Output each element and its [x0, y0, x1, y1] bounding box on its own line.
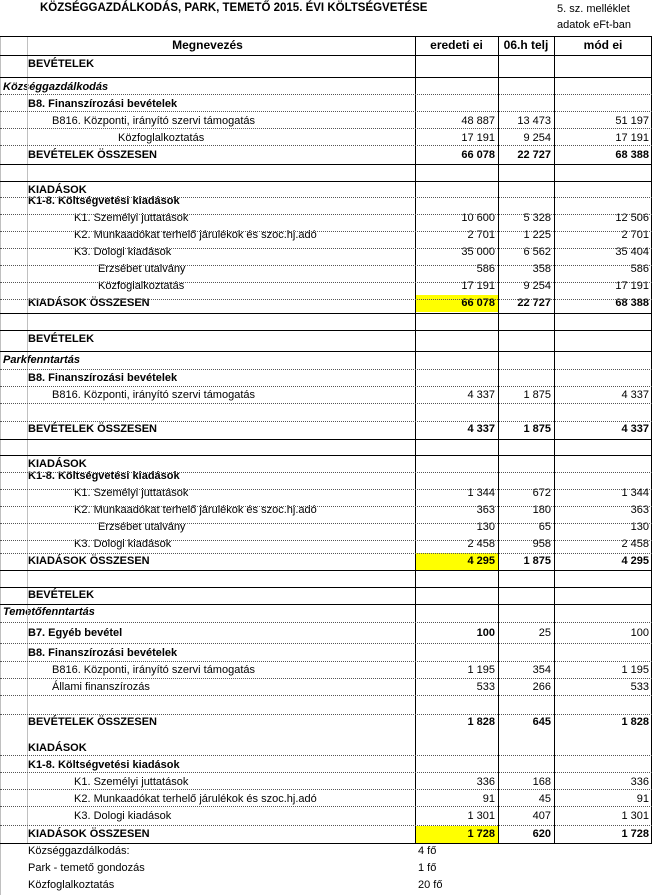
h1-actual-value — [498, 604, 554, 621]
h1-actual-value — [498, 370, 554, 387]
grid-line — [0, 145, 652, 146]
modified-value: 363 — [630, 504, 649, 516]
grid-line — [0, 789, 652, 790]
original-value: 1 828 — [467, 716, 495, 728]
grid-line — [0, 772, 652, 773]
grid-line — [0, 164, 652, 165]
modified-value — [554, 570, 652, 587]
h1-actual-value: 266 — [532, 681, 551, 693]
grid-line — [0, 643, 652, 644]
modified-value: 1 728 — [621, 828, 649, 840]
header-name: Megnevezés — [172, 38, 243, 52]
modified-value: 4 337 — [621, 423, 649, 435]
grid-line — [0, 661, 652, 662]
header-original: eredeti ei — [430, 38, 483, 52]
h1-actual-value — [498, 164, 554, 181]
modified-value: 4 295 — [621, 555, 649, 567]
original-value: 363 — [476, 504, 495, 516]
h1-actual-value: 25 — [538, 627, 551, 639]
row-label — [0, 312, 415, 329]
row-label: BEVÉTELEK ÖSSZESEN — [28, 149, 157, 161]
row-label: KIADÁSOK — [28, 458, 87, 470]
grid-line — [0, 421, 652, 422]
original-value — [415, 438, 498, 455]
staff-count: 1 fő — [418, 862, 437, 874]
grid-line — [0, 695, 652, 696]
grid-line — [0, 386, 652, 387]
row-label: K1. Személyi juttatások — [74, 212, 189, 224]
grid-line — [0, 540, 652, 541]
title-bar — [0, 0, 652, 36]
row-label: Állami finanszírozás — [52, 681, 150, 693]
original-value — [415, 193, 498, 210]
h1-actual-value: 672 — [532, 487, 551, 499]
row-label: Parkfenntartás — [3, 354, 81, 366]
grid-line — [415, 36, 416, 844]
staff-count: 20 fő — [418, 879, 443, 891]
h1-actual-value — [498, 468, 554, 485]
grid-line — [0, 439, 652, 440]
modified-value: 17 191 — [615, 132, 649, 144]
modified-value — [554, 164, 652, 181]
modified-value: 68 388 — [615, 297, 649, 309]
original-value: 66 078 — [461, 149, 495, 161]
row-label: K1. Személyi juttatások — [74, 487, 189, 499]
staff-row — [0, 843, 652, 860]
grid-line — [0, 36, 652, 37]
original-value: 10 600 — [461, 212, 495, 224]
annex-note: 5. sz. melléklet — [557, 3, 630, 15]
row-label: BEVÉTELEK — [28, 58, 95, 70]
original-value — [415, 352, 498, 369]
header-h1-actual: 06.h telj — [503, 38, 549, 52]
grid-line — [0, 489, 652, 490]
modified-value: 35 404 — [615, 246, 649, 258]
row-label: KIADÁSOK ÖSSZESEN — [28, 297, 150, 309]
modified-value: 4 337 — [621, 389, 649, 401]
modified-value — [554, 587, 652, 604]
row-label: B7. Egyéb bevétel — [28, 627, 123, 639]
grid-line — [0, 282, 652, 283]
modified-value: 1 828 — [621, 716, 649, 728]
original-value: 130 — [476, 521, 495, 533]
modified-value: 100 — [630, 627, 649, 639]
row-label — [0, 404, 415, 421]
h1-actual-value: 180 — [532, 504, 551, 516]
row-label: Közfoglalkoztatás — [98, 280, 185, 292]
h1-actual-value: 645 — [532, 716, 551, 728]
original-value — [415, 604, 498, 621]
h1-actual-value — [498, 570, 554, 587]
h1-actual-value — [498, 331, 554, 348]
grid-line — [0, 506, 652, 507]
h1-actual-value — [498, 312, 554, 329]
modified-value: 2 458 — [621, 538, 649, 550]
modified-value — [554, 697, 652, 714]
grid-line — [0, 55, 652, 56]
row-label: B816. Központi, irányító szervi támogatás — [52, 389, 255, 401]
original-value: 2 701 — [467, 229, 495, 241]
grid-line — [0, 604, 652, 605]
h1-actual-value: 1 875 — [523, 389, 551, 401]
original-value: 4 295 — [415, 553, 498, 570]
grid-line — [498, 36, 499, 844]
grid-line — [0, 111, 652, 112]
row-label — [0, 570, 415, 587]
h1-actual-value: 958 — [532, 538, 551, 550]
modified-value — [554, 468, 652, 485]
row-label — [0, 697, 415, 714]
row-label: K1-8. Költségvetési kiadások — [28, 195, 180, 207]
row-label: K2. Munkaadókat terhelő járulékok és szoc.hj.adó — [74, 504, 317, 516]
staff-row — [0, 877, 652, 894]
grid-line — [0, 714, 652, 715]
h1-actual-value: 13 473 — [517, 115, 551, 127]
modified-value: 2 701 — [621, 229, 649, 241]
grid-line — [0, 622, 652, 623]
grid-line — [0, 455, 652, 456]
row-label: KIADÁSOK ÖSSZESEN — [28, 555, 150, 567]
grid-line — [0, 330, 652, 331]
original-value: 66 078 — [415, 295, 498, 312]
staff-label: Park - temető gondozás — [28, 862, 145, 874]
grid-line — [0, 265, 652, 266]
staff-label: Közfoglalkoztatás — [28, 879, 115, 891]
h1-actual-value: 168 — [532, 776, 551, 788]
row-label: B8. Finanszírozási bevételek — [28, 372, 178, 384]
original-value: 4 337 — [467, 423, 495, 435]
h1-actual-value: 22 727 — [517, 149, 551, 161]
h1-actual-value — [498, 404, 554, 421]
row-label: K3. Dologi kiadások — [74, 810, 172, 822]
row-label: K2. Munkaadókat terhelő járulékok és szoc.hj.adó — [74, 793, 317, 805]
row-label: Erzsébet utalvány — [98, 263, 186, 275]
row-label: B816. Központi, irányító szervi támogatás — [52, 664, 255, 676]
row-label: Temetőfenntartás — [3, 606, 95, 618]
modified-value: 1 301 — [621, 810, 649, 822]
grid-line — [0, 553, 652, 554]
grid-line — [0, 472, 652, 473]
h1-actual-value: 1 875 — [523, 555, 551, 567]
modified-value: 91 — [636, 793, 649, 805]
modified-value — [554, 56, 652, 73]
row-label: K1. Személyi juttatások — [74, 776, 189, 788]
original-value: 100 — [476, 627, 495, 639]
row-label: KIADÁSOK ÖSSZESEN — [28, 828, 150, 840]
h1-actual-value — [498, 438, 554, 455]
h1-actual-value: 407 — [532, 810, 551, 822]
row-label: BEVÉTELEK — [28, 589, 95, 601]
modified-value — [554, 352, 652, 369]
modified-value — [554, 604, 652, 621]
grid-line — [0, 755, 652, 756]
grid-line — [0, 806, 652, 807]
row-label: K1-8. Költségvetési kiadások — [28, 759, 180, 771]
h1-actual-value: 358 — [532, 263, 551, 275]
original-value — [415, 404, 498, 421]
original-value: 1 195 — [467, 664, 495, 676]
modified-value: 12 506 — [615, 212, 649, 224]
row-label — [0, 438, 415, 455]
modified-value — [554, 370, 652, 387]
row-label — [0, 164, 415, 181]
grid-line — [0, 214, 652, 215]
page-title: KÖZSÉGGAZDÁLKODÁS, PARK, TEMETŐ 2015. ÉVI KÖLTSÉGVETÉSE — [40, 2, 428, 14]
staff-row — [0, 860, 652, 877]
grid-line — [0, 248, 652, 249]
original-value — [415, 587, 498, 604]
original-value — [415, 164, 498, 181]
modified-value — [554, 312, 652, 329]
original-value: 17 191 — [461, 280, 495, 292]
h1-actual-value: 1 225 — [523, 229, 551, 241]
h1-actual-value: 65 — [538, 521, 551, 533]
staff-count: 4 fő — [418, 845, 437, 857]
grid-line — [0, 181, 652, 182]
row-label: B8. Finanszírozási bevételek — [28, 647, 178, 659]
row-label: BEVÉTELEK — [28, 333, 95, 345]
grid-line — [0, 94, 652, 95]
grid-line — [0, 843, 652, 844]
row-label: K2. Munkaadókat terhelő járulékok és szoc.hj.adó — [74, 229, 317, 241]
h1-actual-value: 9 254 — [523, 132, 551, 144]
row-label: Községgazdálkodás — [3, 81, 109, 93]
original-value: 4 337 — [467, 389, 495, 401]
modified-value — [554, 438, 652, 455]
h1-actual-value — [498, 56, 554, 73]
h1-actual-value — [498, 352, 554, 369]
row-label: KIADÁSOK — [28, 184, 87, 196]
header-modified: mód ei — [583, 38, 623, 52]
modified-value — [554, 193, 652, 210]
original-value — [415, 468, 498, 485]
original-value: 91 — [482, 793, 495, 805]
original-value: 533 — [476, 681, 495, 693]
modified-value: 586 — [630, 263, 649, 275]
grid-line — [0, 587, 652, 588]
modified-value — [554, 331, 652, 348]
grid-line — [0, 403, 652, 404]
original-value: 35 000 — [461, 246, 495, 258]
original-value: 17 191 — [461, 132, 495, 144]
row-label: B816. Központi, irányító szervi támogatás — [52, 115, 255, 127]
original-value: 1 301 — [467, 810, 495, 822]
h1-actual-value — [498, 645, 554, 662]
original-value — [415, 331, 498, 348]
h1-actual-value — [498, 697, 554, 714]
grid-line — [0, 351, 652, 352]
grid-line — [0, 369, 652, 370]
h1-actual-value: 45 — [538, 793, 551, 805]
h1-actual-value: 9 254 — [523, 280, 551, 292]
h1-actual-value: 5 328 — [523, 212, 551, 224]
h1-actual-value: 1 875 — [523, 423, 551, 435]
h1-actual-value: 354 — [532, 664, 551, 676]
grid-line — [554, 36, 555, 844]
grid-line — [0, 299, 652, 300]
modified-value: 17 191 — [615, 280, 649, 292]
original-value: 48 887 — [461, 115, 495, 127]
h1-actual-value: 6 562 — [523, 246, 551, 258]
original-value — [415, 570, 498, 587]
row-label: Közfoglalkoztatás — [118, 132, 205, 144]
grid-line — [0, 825, 652, 826]
row-label: KIADÁSOK — [28, 742, 87, 754]
original-value: 2 458 — [467, 538, 495, 550]
modified-value: 51 197 — [615, 115, 649, 127]
original-value: 586 — [476, 263, 495, 275]
modified-value: 130 — [630, 521, 649, 533]
original-value — [415, 312, 498, 329]
grid-line — [0, 570, 652, 571]
h1-actual-value — [498, 587, 554, 604]
h1-actual-value: 620 — [532, 828, 551, 840]
h1-actual-value — [498, 193, 554, 210]
grid-line — [0, 523, 652, 524]
modified-value: 68 388 — [615, 149, 649, 161]
original-value — [415, 370, 498, 387]
row-label: K3. Dologi kiadások — [74, 246, 172, 258]
original-value — [415, 56, 498, 73]
grid-line — [0, 313, 652, 314]
grid-line — [0, 77, 652, 78]
row-label: K1-8. Költségvetési kiadások — [28, 470, 180, 482]
grid-line — [0, 678, 652, 679]
grid-line — [0, 231, 652, 232]
modified-value: 1 195 — [621, 664, 649, 676]
modified-value: 533 — [630, 681, 649, 693]
modified-value — [554, 645, 652, 662]
original-value: 1 344 — [467, 487, 495, 499]
row-label: BEVÉTELEK ÖSSZESEN — [28, 716, 157, 728]
original-value: 1 728 — [415, 826, 498, 843]
row-label: Erzsébet utalvány — [98, 521, 186, 533]
h1-actual-value: 22 727 — [517, 297, 551, 309]
row-label: B8. Finanszírozási bevételek — [28, 98, 178, 110]
original-value — [415, 697, 498, 714]
grid-line — [0, 128, 652, 129]
row-label: K3. Dologi kiadások — [74, 538, 172, 550]
grid-line — [0, 197, 652, 198]
unit-note: adatok eFt-ban — [557, 19, 631, 31]
original-value: 336 — [476, 776, 495, 788]
original-value — [415, 645, 498, 662]
staff-label: Községgazdálkodás: — [28, 845, 130, 857]
modified-value: 336 — [630, 776, 649, 788]
modified-value: 1 344 — [621, 487, 649, 499]
row-label: BEVÉTELEK ÖSSZESEN — [28, 423, 157, 435]
modified-value — [554, 404, 652, 421]
